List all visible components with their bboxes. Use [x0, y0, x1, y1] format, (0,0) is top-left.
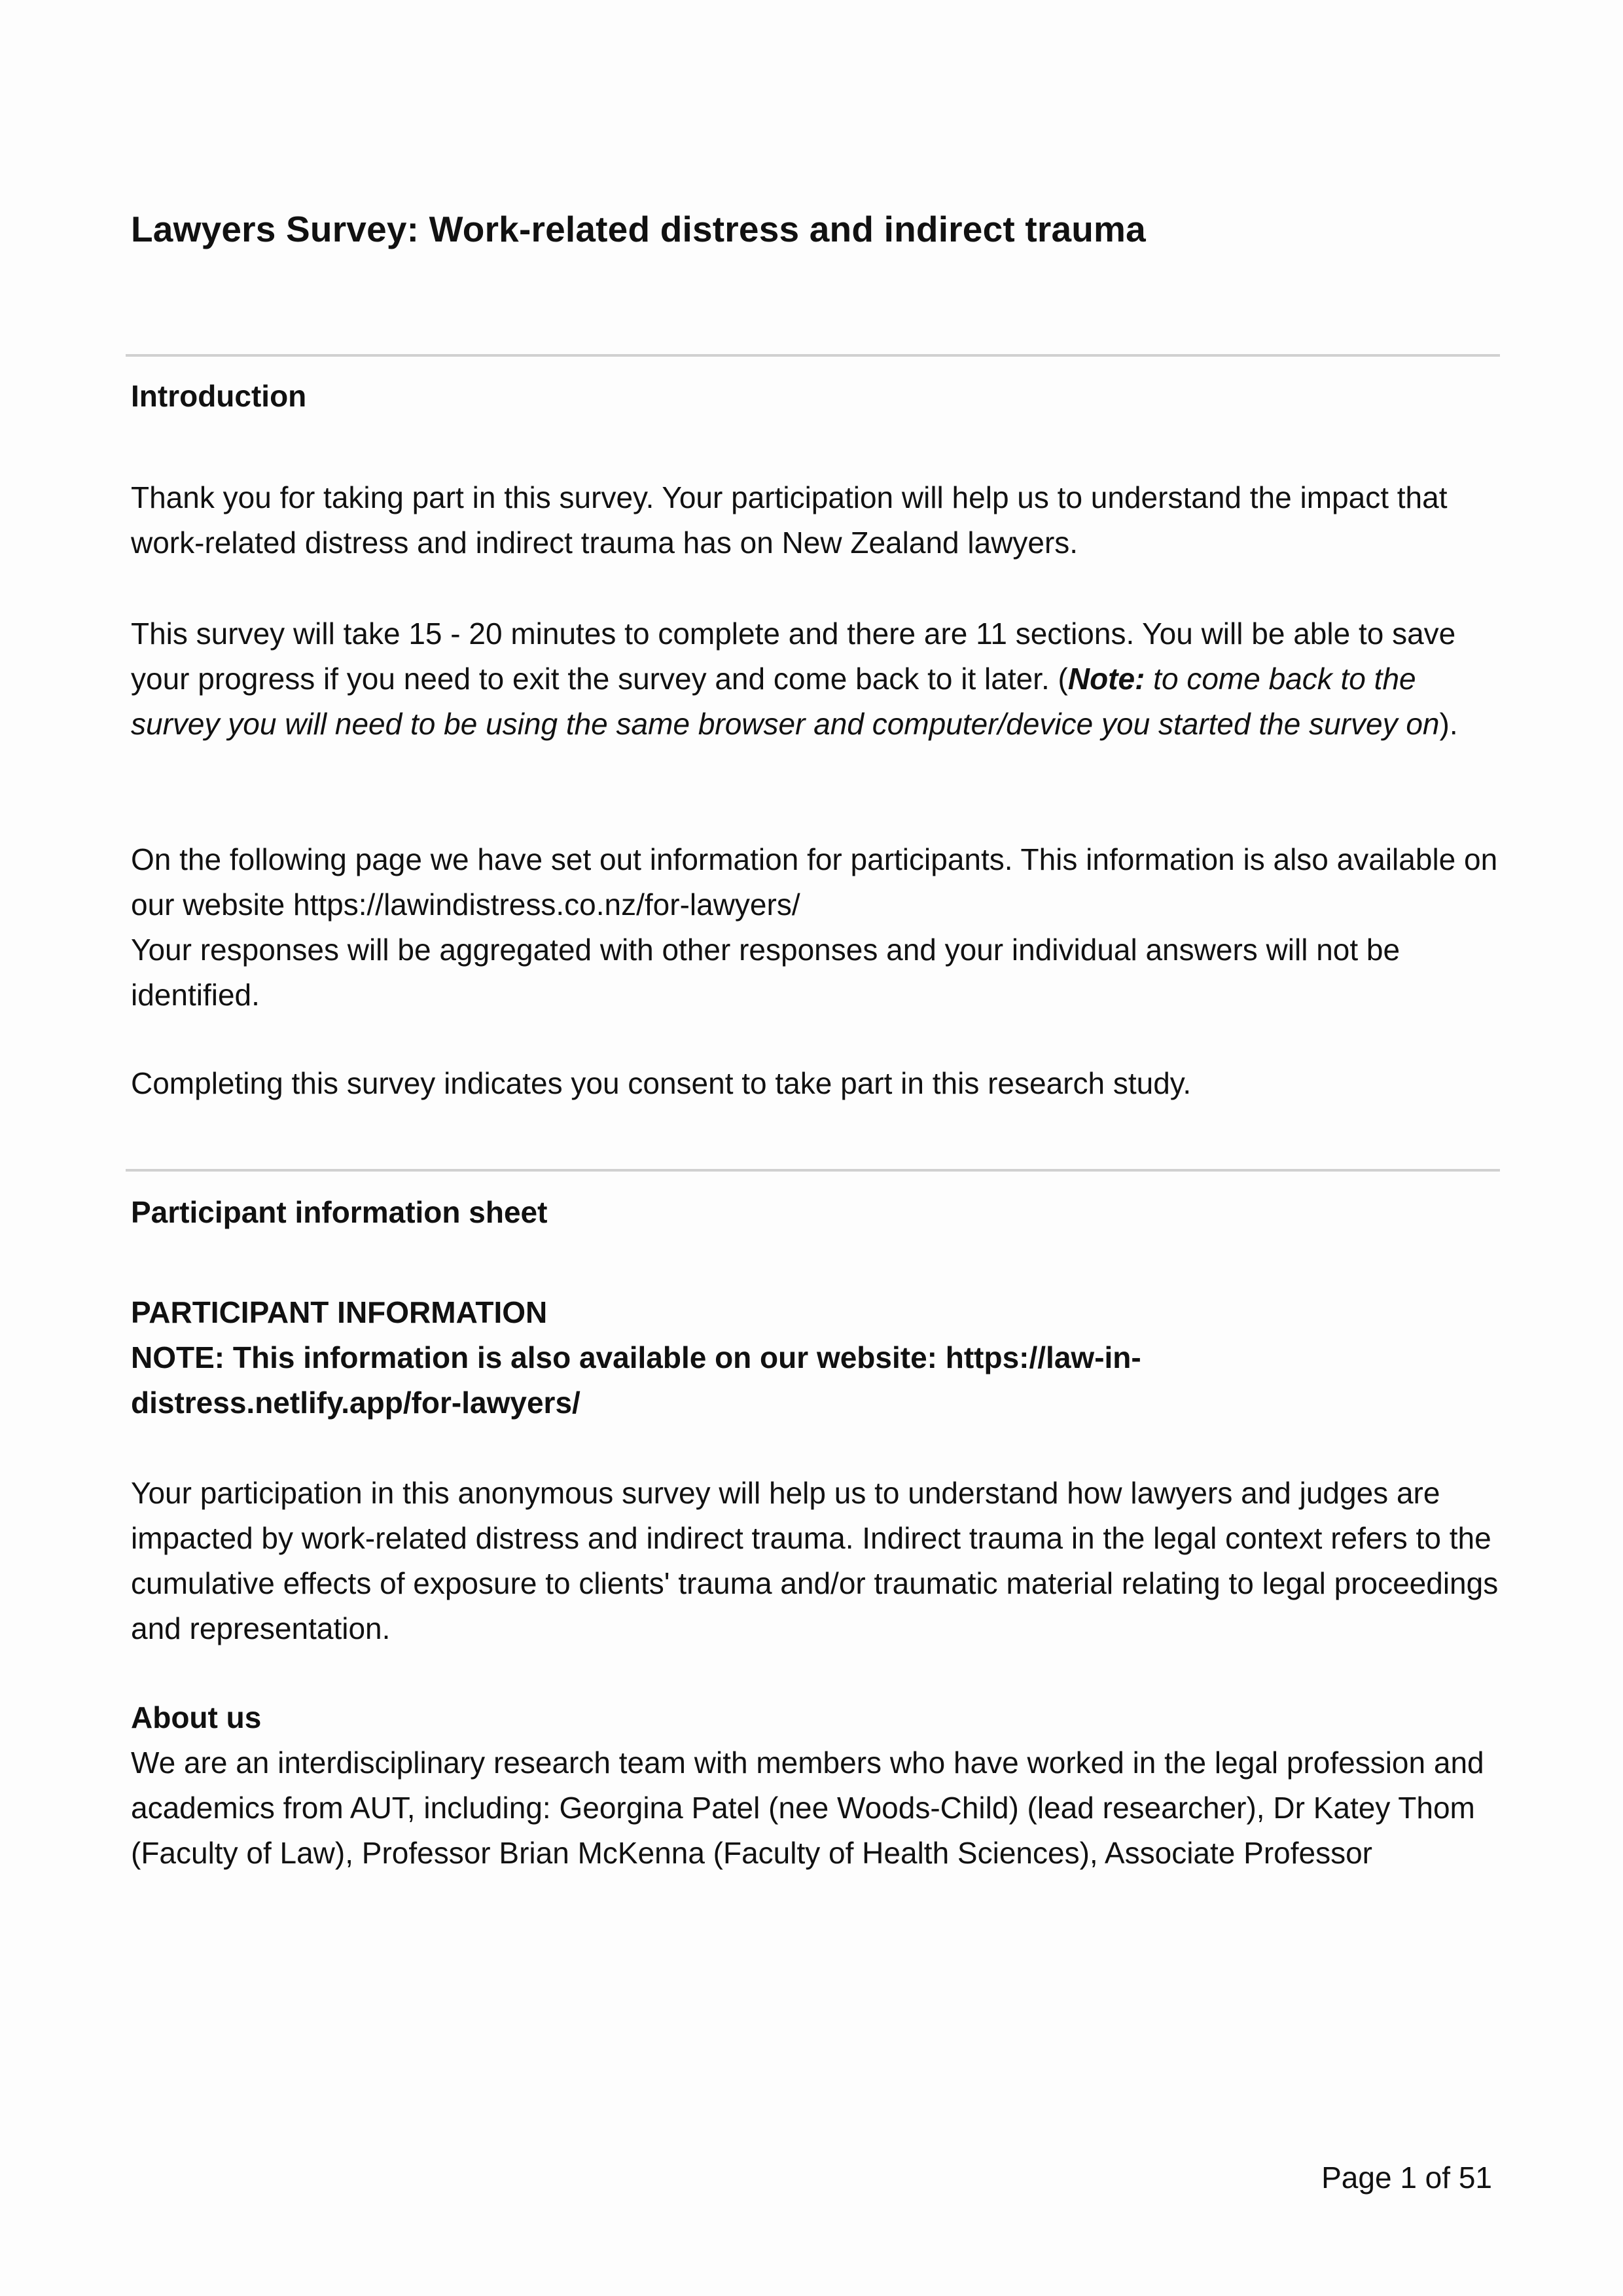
- introduction-paragraph-4: [131, 1061, 1499, 1106]
- intro-info-line: On the following page we have set out information for participants. This information is also available on our website https://lawindistress.co.nz/for-lawyers/: [131, 842, 1498, 922]
- participant-purpose-text: Your participation in this anonymous survey will help us to understand how lawyers and judges are impacted by work-related distress and indirect trauma. Indirect trauma in the legal context refers to the cumulative effects of exposure to clients' trauma and/or traumatic material relating to legal proceedings and representation.: [131, 1476, 1499, 1645]
- participant-info-heading: PARTICIPANT INFORMATION: [131, 1295, 548, 1329]
- participant-paragraph-1: [131, 1471, 1499, 1651]
- intro-consent-text: Completing this survey indicates you consent to take part in this research study.: [131, 1066, 1192, 1100]
- intro-duration-start: This survey will take 15 - 20 minutes to complete and there are 11 sections. You will be able to save your progress if you need to exit the survey and come back to it later. (: [131, 617, 1456, 696]
- about-us-heading: About us: [131, 1700, 262, 1734]
- section-divider: [126, 1169, 1500, 1172]
- introduction-paragraph-3: [131, 837, 1499, 1018]
- participant-info-note: NOTE: This information is also available on our website: https://law-in-distress.netlify.app/for-lawyers/: [131, 1340, 1141, 1420]
- introduction-heading: Introduction: [131, 379, 307, 413]
- participant-sheet-heading: Participant information sheet: [131, 1195, 548, 1229]
- introduction-paragraph-1: [131, 475, 1499, 565]
- participant-info-block: [131, 1290, 1230, 1426]
- intro-duration-end: ).: [1439, 707, 1458, 741]
- introduction-paragraph-2: [131, 611, 1499, 747]
- intro-thank-you-text: Thank you for taking part in this survey. Your participation will help us to understand the impact that work-related distress and indirect trauma has on New Zealand lawyers.: [131, 480, 1448, 560]
- note-text: to come back to the survey you will need to be using the same browser and computer/device you started the survey on: [131, 662, 1440, 741]
- intro-survey-duration-text: [131, 611, 1499, 747]
- about-us-block: [131, 1695, 1499, 1876]
- page-number: Page 1 of 51: [1321, 2161, 1492, 2195]
- section-divider: [126, 354, 1500, 357]
- about-us-text: We are an interdisciplinary research team with members who have worked in the legal profession and academics from AUT, including: Georgina Patel (nee Woods-Child) (lead researcher), Dr Katey Thom (Faculty of Law), Professor Brian McKenna (Faculty of Health Sciences), Associate Professor: [131, 1746, 1484, 1870]
- intro-aggregated-line: Your responses will be aggregated with other responses and your individual answers will not be identified.: [131, 933, 1400, 1012]
- note-label: Note:: [1067, 662, 1145, 696]
- document-title: Lawyers Survey: Work-related distress and indirect trauma: [131, 209, 1146, 249]
